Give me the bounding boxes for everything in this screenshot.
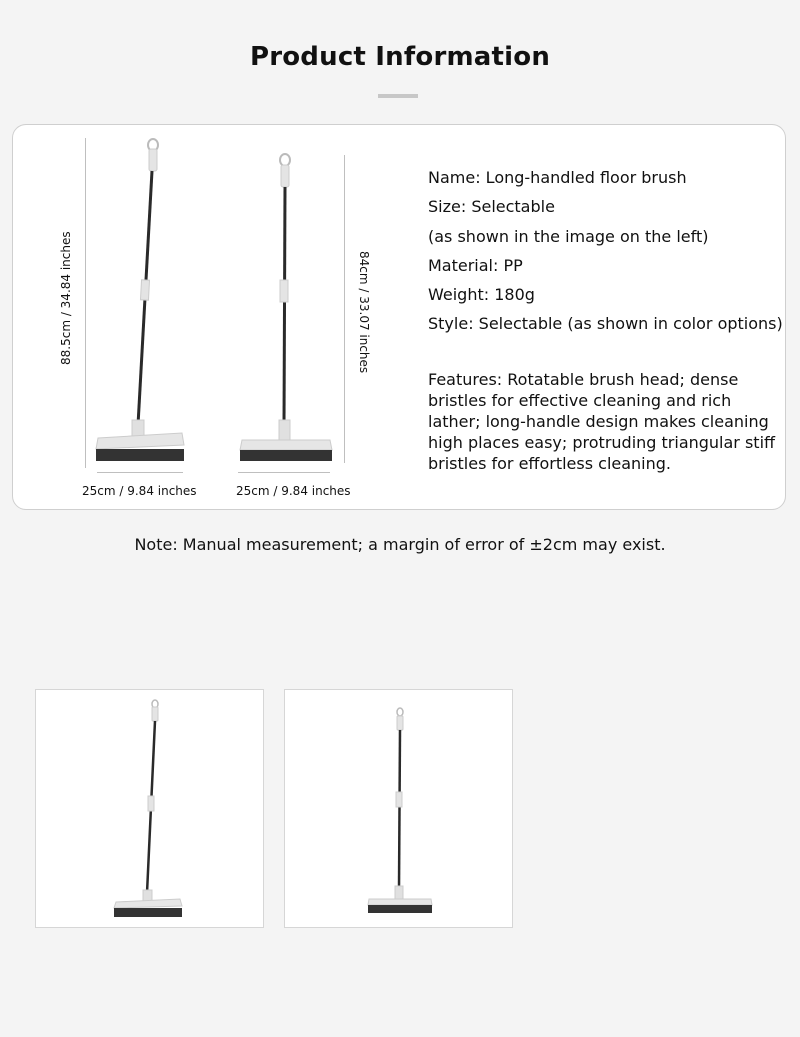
height-label-a: 88.5cm / 34.84 inches: [59, 231, 73, 365]
broom-tilted-icon: [90, 135, 190, 465]
spec-style: Style: Selectable (as shown in color options): [428, 314, 783, 334]
broom-upright-icon: [236, 150, 336, 465]
width-dimension-line-a: [97, 472, 183, 473]
measurement-note: Note: Manual measurement; a margin of error of ±2cm may exist.: [134, 535, 666, 554]
height-label-b: 84cm / 33.07 inches: [357, 251, 371, 374]
spec-weight: Weight: 180g: [428, 285, 535, 305]
height-dimension-line-b: [344, 155, 345, 463]
spec-name: Name: Long-handled floor brush: [428, 168, 687, 187]
color-option-thumbnail-2[interactable]: [284, 689, 513, 928]
spec-list: [428, 163, 788, 339]
width-dimension-line-b: [238, 472, 330, 473]
spec-material: Material: PP: [428, 255, 523, 275]
width-label-b: 25cm / 9.84 inches: [236, 484, 351, 498]
height-dimension-line-a: [85, 138, 86, 468]
spec-size: Size: Selectable: [428, 197, 555, 217]
title-divider: [378, 94, 418, 98]
broom-tilted-icon: [114, 698, 186, 920]
spec-size-note: (as shown in the image on the left): [428, 226, 709, 246]
color-option-thumbnail-1[interactable]: [35, 689, 264, 928]
width-label-a: 25cm / 9.84 inches: [82, 484, 197, 498]
broom-upright-icon: [367, 706, 433, 914]
page-title: Product Information: [249, 42, 551, 72]
features-text: Features: Rotatable brush head; dense bristles for effective cleaning and rich lather; long-handle design makes cleaning high places easy; protruding triangular stiff bristles for effortless cleaning.: [428, 370, 776, 473]
